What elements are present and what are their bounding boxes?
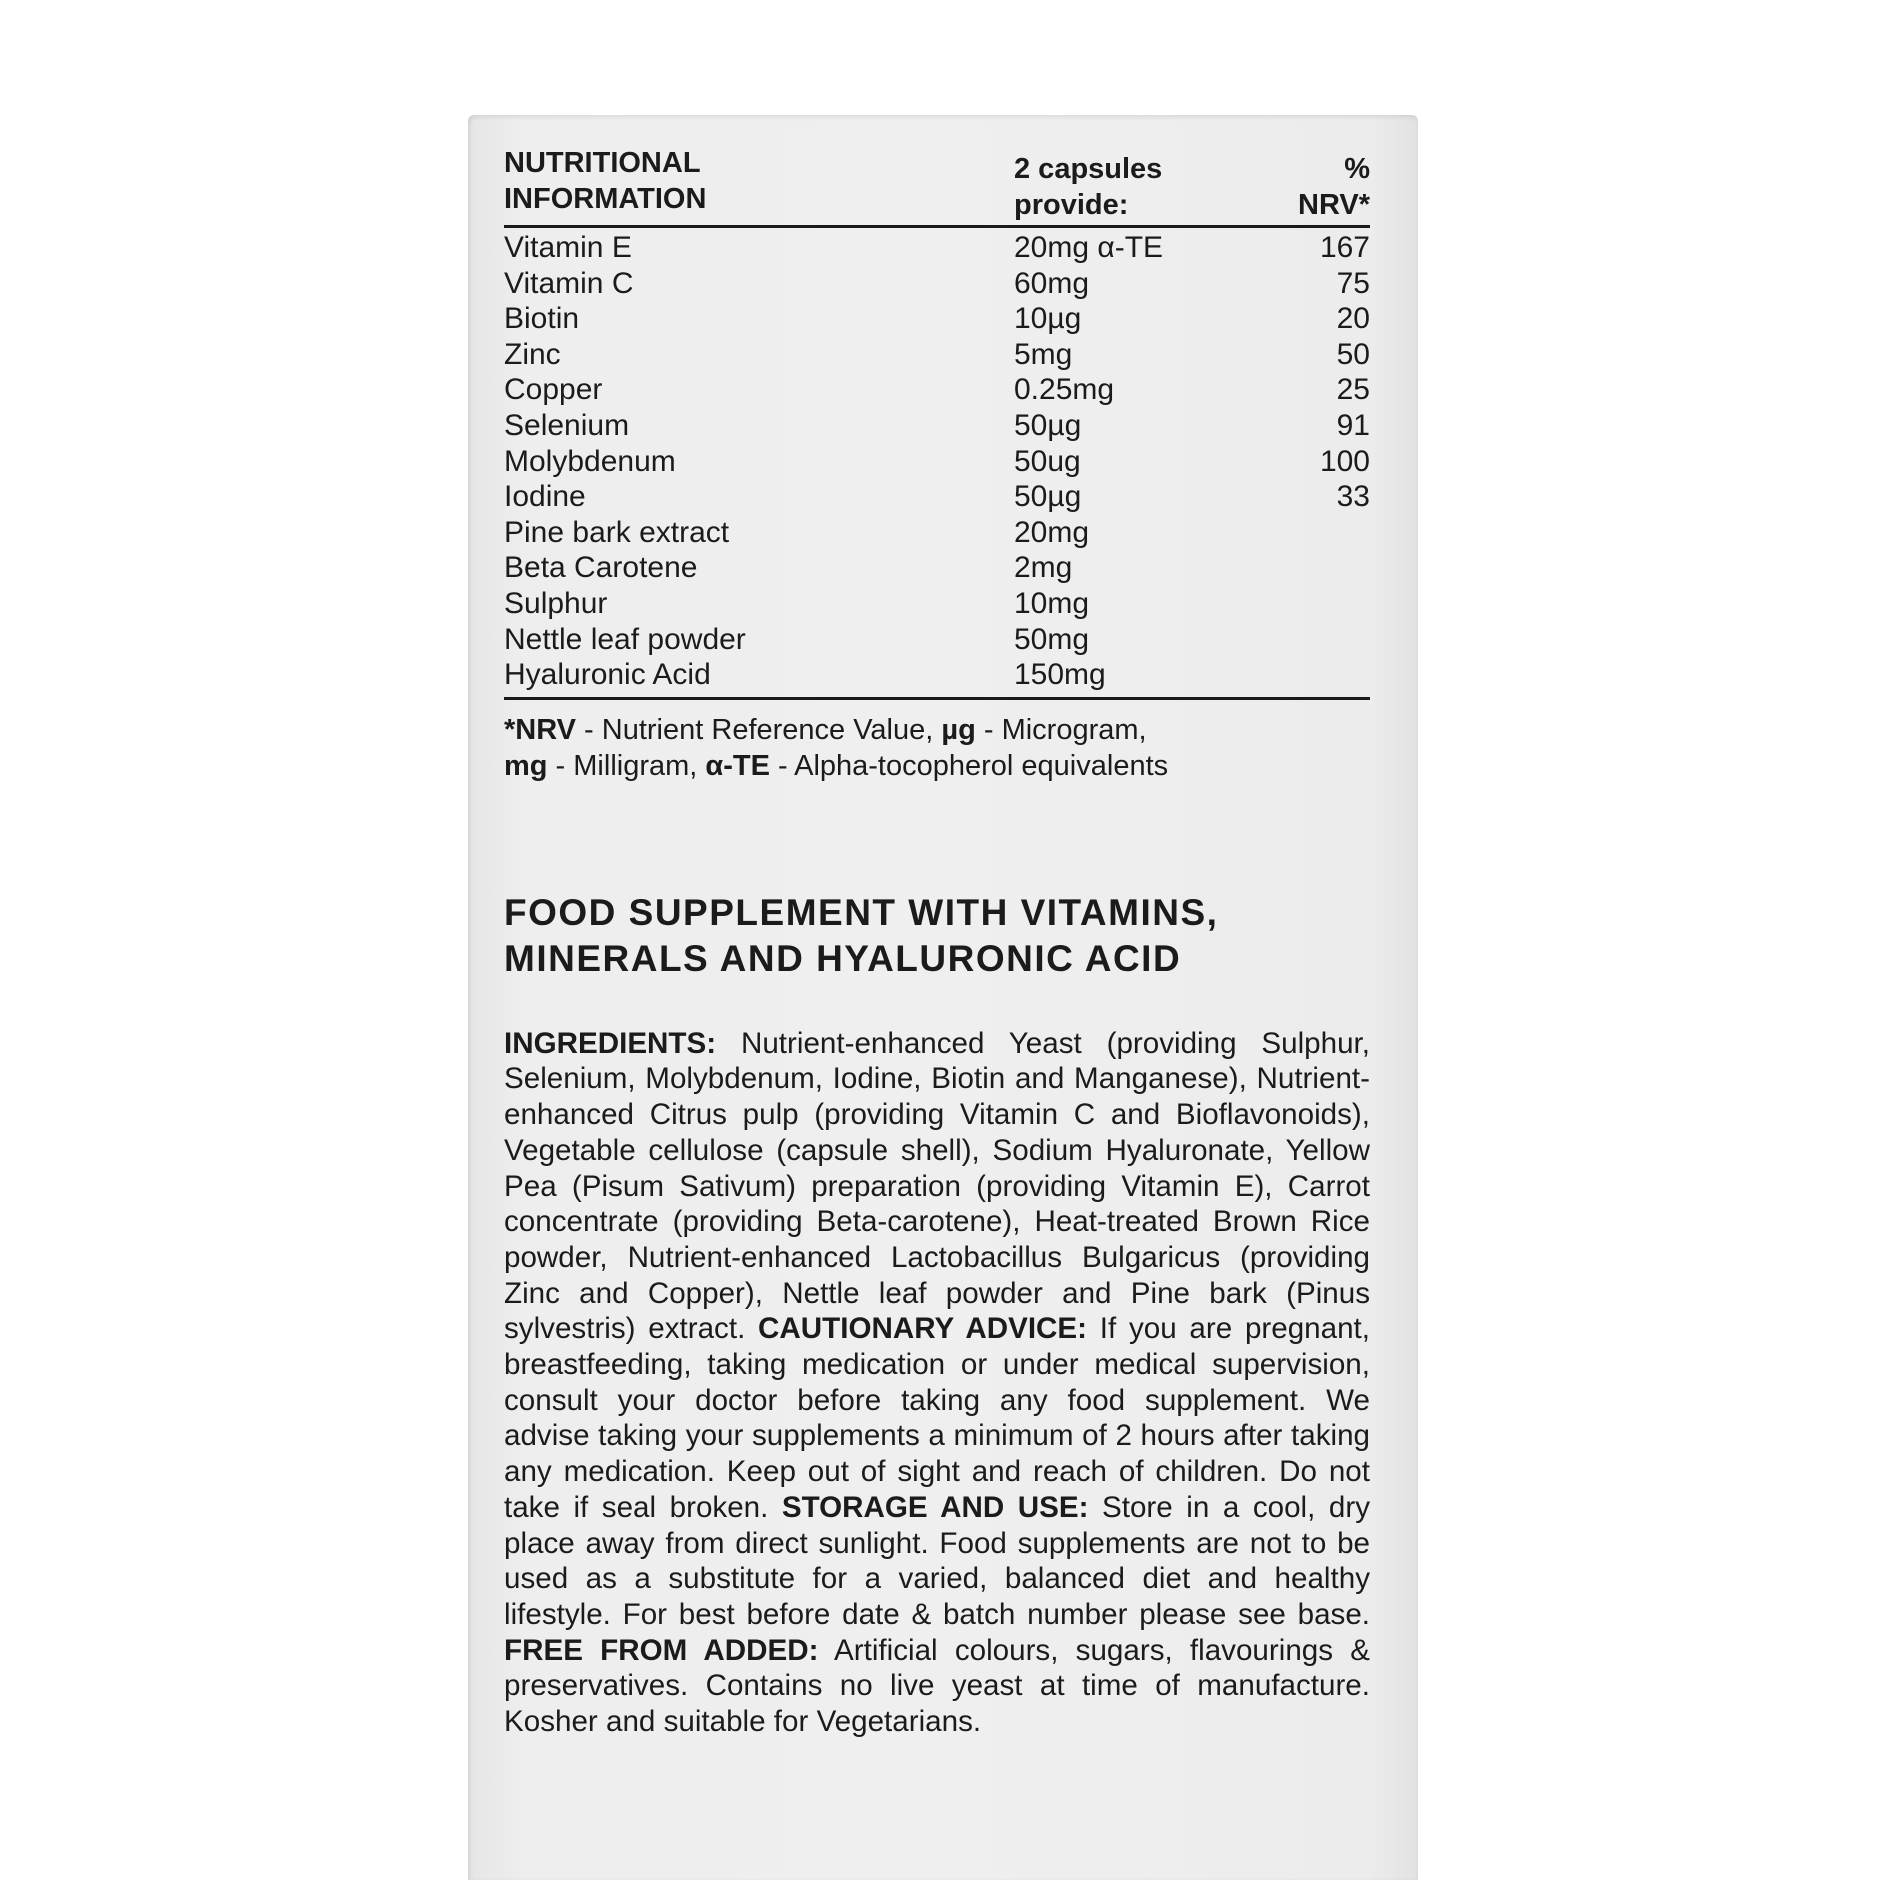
nutrient-name: Beta Carotene <box>504 551 698 585</box>
nutrient-amount: 10mg <box>1014 586 1090 620</box>
nutrient-nrv: 75 <box>1336 266 1370 300</box>
footnote-ate-term: α-TE <box>705 749 770 782</box>
table-row <box>504 586 1370 622</box>
nutrient-nrv <box>1274 586 1370 622</box>
header-amount <box>1014 145 1274 223</box>
table-row <box>504 266 1370 302</box>
nutrient-amount: 50ug <box>1014 444 1081 478</box>
nutrient-nrv: 33 <box>1336 480 1370 514</box>
header-nutritional-information <box>504 145 1014 223</box>
nutrient-nrv: 167 <box>1319 231 1370 264</box>
nutrient-amount: 50µg <box>1014 480 1082 514</box>
nutrient-name: Zinc <box>504 337 561 371</box>
header-name-line1: NUTRITIONAL <box>504 147 701 179</box>
nutrient-name: Molybdenum <box>504 444 676 478</box>
footnote-nrv-term: *NRV <box>504 713 576 746</box>
nutrient-name: Nettle leaf powder <box>504 622 746 656</box>
label-content <box>504 145 1370 1740</box>
nutrient-amount: 10µg <box>1014 302 1082 336</box>
table-row <box>504 479 1370 515</box>
nrv-footnote <box>504 712 1370 784</box>
nutrient-name: Copper <box>504 373 603 407</box>
free-from-text: Artificial colours, sugars, flavourings & preservatives. Contains no live yeast at time of manufacture. Kosher and suitable for Vegetarians. <box>504 1633 1370 1739</box>
header-amount-line2: provide: <box>1014 189 1129 221</box>
table-row <box>504 657 1370 693</box>
product-title-line1: FOOD SUPPLEMENT WITH VITAMINS, <box>504 891 1219 933</box>
caution-text: If you are pregnant, breastfeeding, taking medication or under medical supervision, consult your doctor before taking any food supplement. We advise taking your supplements a minimum of 2 hours after taking any medication. Keep out of sight and reach of children. Do not take if seal broken. <box>504 1312 1370 1524</box>
footnote-ate-def: - Alpha-tocopherol equivalents <box>769 749 1169 782</box>
nutrient-name: Pine bark extract <box>504 515 730 549</box>
footnote-mg-def: - Milligram, <box>547 749 706 782</box>
nutrient-name: Selenium <box>504 408 630 442</box>
nutrient-amount: 150mg <box>1014 658 1106 692</box>
footnote-ug-term: µg <box>941 713 976 746</box>
nutrient-nrv <box>1274 515 1370 551</box>
nutrient-nrv <box>1274 622 1370 658</box>
header-nrv <box>1274 145 1370 223</box>
nutrition-table-header <box>504 145 1370 228</box>
storage-label: STORAGE AND USE: <box>781 1490 1089 1524</box>
table-row <box>504 337 1370 373</box>
footnote-mg-term: mg <box>504 749 548 782</box>
nutrient-nrv: 20 <box>1336 302 1370 336</box>
free-from-label: FREE FROM ADDED: <box>504 1633 819 1667</box>
nutrient-amount: 50mg <box>1014 622 1090 656</box>
header-amount-line1: 2 capsules <box>1014 153 1163 185</box>
storage-text: Store in a cool, dry place away from direct sunlight. Food supplements are not to be used as a substitute for a varied, balanced diet and healthy lifestyle. For best before date & batch number please see base. <box>504 1490 1370 1631</box>
nutrition-table <box>504 145 1370 700</box>
nutrient-name: Iodine <box>504 480 586 514</box>
nutrition-table-body <box>504 228 1370 700</box>
table-row <box>504 622 1370 658</box>
nutrient-nrv: 25 <box>1336 373 1370 407</box>
table-row <box>504 515 1370 551</box>
nutrient-amount: 5mg <box>1014 337 1073 371</box>
nutrient-nrv: 100 <box>1319 444 1370 478</box>
nutrient-amount: 20mg <box>1014 515 1090 549</box>
nutrient-nrv <box>1274 550 1370 586</box>
ingredients-paragraph <box>504 1026 1370 1740</box>
nutrient-name: Vitamin C <box>504 266 634 300</box>
nutrient-amount: 2mg <box>1014 551 1073 585</box>
header-nrv-line1: % <box>1344 153 1370 185</box>
table-row <box>504 444 1370 480</box>
footnote-ug-def: - Microgram, <box>975 713 1147 746</box>
table-row <box>504 372 1370 408</box>
product-title <box>504 890 1370 982</box>
nutrient-nrv: 50 <box>1336 337 1370 371</box>
nutrient-amount: 20mg α-TE <box>1014 231 1164 264</box>
ingredients-text: Nutrient-enhanced Yeast (providing Sulphur, Selenium, Molybdenum, Iodine, Biotin and Manganese), Nutrient-enhanced Citrus pulp (providing Vitamin C and Bioflavonoids), Vegetable cellulose (capsule shell), Sodium Hyaluronate, Yellow Pea (Pisum Sativum) preparation (providing Vitamin E), Carrot concentrate (providing Beta-carotene), Heat-treated Brown Rice powder, Nutrient-enhanced Lactobacillus Bulgaricus (providing Zinc and Copper), Nettle leaf powder and Pine bark (Pinus sylvestris) extract. <box>504 1026 1370 1346</box>
nutrient-amount: 50µg <box>1014 408 1082 442</box>
nutrient-amount: 0.25mg <box>1014 373 1115 407</box>
table-row <box>504 550 1370 586</box>
nutrient-name: Vitamin E <box>504 231 632 264</box>
product-title-line2: MINERALS AND HYALURONIC ACID <box>504 937 1182 979</box>
table-row <box>504 408 1370 444</box>
nutrient-nrv: 91 <box>1336 408 1370 442</box>
nutrient-name: Sulphur <box>504 586 608 620</box>
caution-label: CAUTIONARY ADVICE: <box>758 1312 1088 1346</box>
nutrient-nrv <box>1274 657 1370 693</box>
header-name-line2: INFORMATION <box>504 183 707 215</box>
nutrient-amount: 60mg <box>1014 266 1090 300</box>
nutrient-name: Biotin <box>504 302 580 336</box>
table-row <box>504 230 1370 266</box>
ingredients-label: INGREDIENTS: <box>504 1026 717 1060</box>
footnote-nrv-def: - Nutrient Reference Value, <box>576 713 942 746</box>
table-row <box>504 301 1370 337</box>
header-nrv-line2: NRV* <box>1298 189 1370 221</box>
nutrient-name: Hyaluronic Acid <box>504 658 711 692</box>
